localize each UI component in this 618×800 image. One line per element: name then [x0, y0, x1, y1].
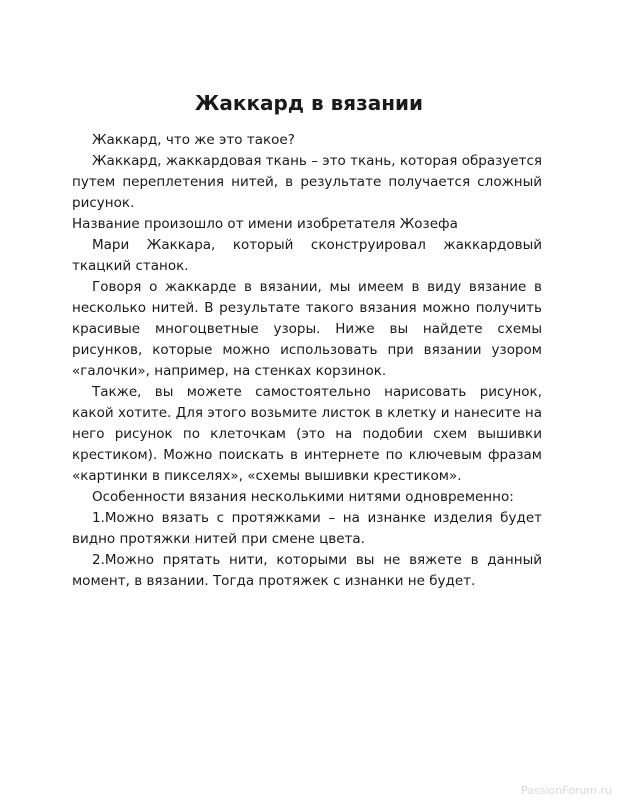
paragraph-name-origin: Название произошло от имени изобретателя Жозефа: [72, 216, 458, 232]
paragraph-question: Жаккард, что же это такое?: [92, 132, 295, 148]
paragraph-inventor: Мари Жаккара, который сконструировал жаккардовый ткацкий станок.: [72, 237, 542, 274]
paragraph-feature-floats: 1.Можно вязать с протяжками – на изнанке изделия будет видно протяжки нитей при смене цвета.: [72, 510, 542, 547]
page-title: Жаккард в вязании: [194, 91, 424, 115]
document-body: [72, 130, 542, 592]
paragraph-definition: Жаккард, жаккардовая ткань – это ткань, которая образуется путем переплетения нитей, в результате получается сложный рисунок.: [72, 153, 542, 211]
paragraph-features-heading: Особенности вязания несколькими нитями одновременно:: [92, 489, 514, 505]
paragraph-knitting-jacquard: Говоря о жаккарде в вязании, мы имеем в виду вязание в несколько нитей. В результате такого вязания можно получить красивые многоцветные узоры. Ниже вы найдете схемы рисунков, которые можно использовать при вязании узором «галочки», например, на стенках корзинок.: [72, 279, 542, 379]
site-watermark: PassionForum.ru: [521, 784, 612, 797]
paragraph-feature-hidden: 2.Можно прятать нити, которыми вы не вяжете в данный момент, в вязании. Тогда протяжек с изнанки не будет.: [72, 552, 542, 589]
paragraph-own-pattern: Также, вы можете самостоятельно нарисовать рисунок, какой хотите. Для этого возьмите листок в клетку и нанесите на него рисунок по клеточкам (это на подобии схем вышивки крестиком). Можно поискать в интернете по ключевым фразам «картинки в пикселях», «схемы вышивки крестиком».: [72, 384, 542, 484]
